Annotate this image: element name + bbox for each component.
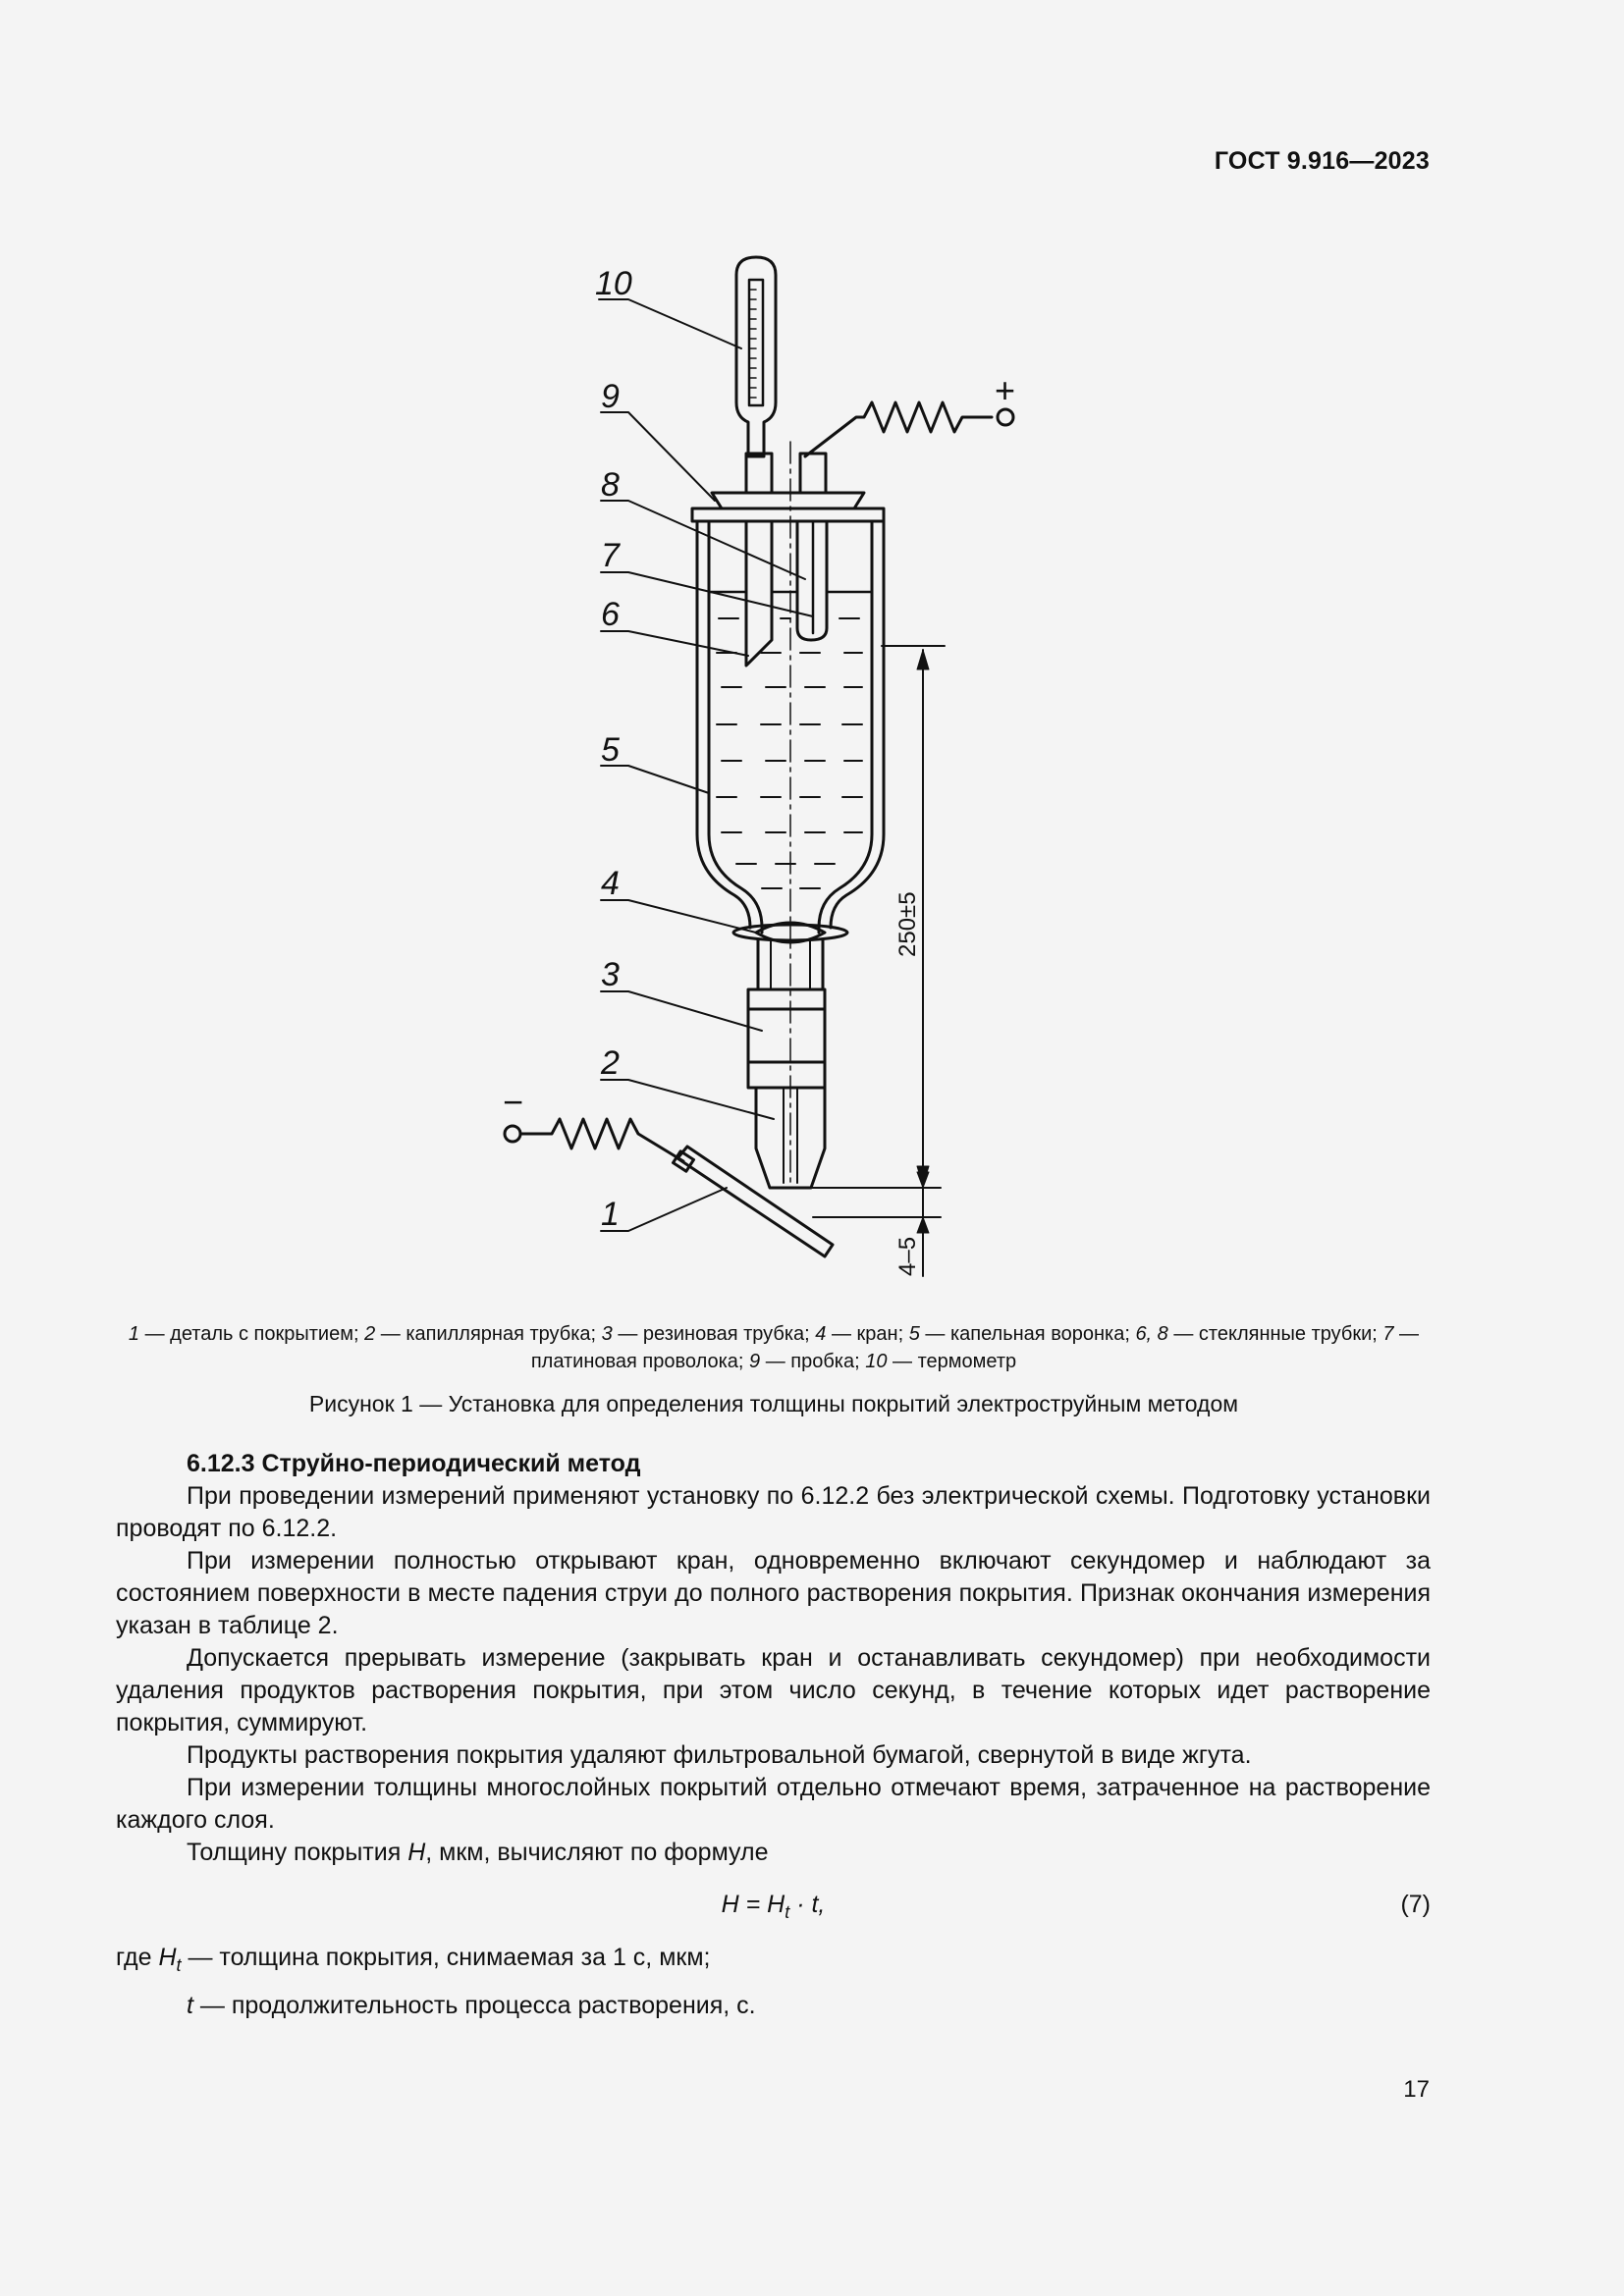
where-var: t — [187, 1992, 193, 2019]
page-number: 17 — [1403, 2076, 1430, 2103]
where-prefix: где — [116, 1944, 159, 1971]
legend-num: 4 — [815, 1323, 827, 1345]
callout-2: 2 — [601, 1044, 620, 1082]
legend-text: — капиллярная трубка; — [375, 1323, 602, 1345]
funnel-flange — [692, 508, 884, 521]
document-code: ГОСТ 9.916—2023 — [1214, 147, 1430, 175]
where-text: — продолжительность процесса растворения, с. — [192, 1992, 756, 2019]
callout-1: 1 — [601, 1196, 620, 1233]
negative-wire — [520, 1119, 683, 1161]
legend-num: 1 — [128, 1323, 140, 1345]
callout-8: 8 — [601, 466, 620, 504]
stopper — [712, 493, 864, 508]
glass-tube-8-top — [800, 454, 826, 493]
formula-intro-post: , мкм, вычисляют по формуле — [425, 1839, 769, 1866]
legend-text: — стеклянные трубки; — [1167, 1323, 1383, 1345]
callout-4: 4 — [601, 865, 620, 902]
legend-text: — деталь с покрытием; — [139, 1323, 365, 1345]
formula-line — [116, 1881, 1431, 1930]
dimension-250: 250±5 — [894, 891, 921, 957]
positive-terminal — [998, 409, 1013, 425]
glass-tube-6-top — [746, 454, 772, 493]
legend-num: 10 — [865, 1351, 888, 1372]
plus-sign: + — [995, 370, 1016, 410]
dimension-4-5: 4–5 — [894, 1236, 921, 1276]
glass-tube-6 — [746, 521, 772, 666]
where-line-ht — [116, 1942, 1431, 1982]
legend-text: — кран; — [826, 1323, 909, 1345]
callout-10: 10 — [595, 265, 632, 302]
callout-6: 6 — [601, 596, 620, 633]
paragraph: При измерении толщины многослойных покрытий отдельно отмечают время, затраченное на растворение каждого слоя. — [116, 1774, 1431, 1834]
coated-specimen — [677, 1147, 833, 1256]
legend-num: 6, 8 — [1135, 1323, 1168, 1345]
section-heading: 6.12.3 Струйно-периодический метод — [187, 1450, 641, 1477]
legend-num: 5 — [908, 1323, 920, 1345]
thermometer-scale — [749, 280, 763, 405]
callout-9: 9 — [601, 378, 620, 415]
legend-text: — платиновая проволока; — [530, 1323, 1420, 1372]
where-text: — толщина покрытия, снимаемая за 1 с, мкм; — [181, 1944, 711, 1971]
paragraph: Допускается прерывать измерение (закрывать кран и останавливать секундомер) при необходимости удаления продуктов растворения покрытия, при этом число секунд, в течение которых идет растворение покрытия, суммируют. — [116, 1644, 1431, 1736]
legend-num: 2 — [364, 1323, 376, 1345]
legend-num: 7 — [1382, 1323, 1394, 1345]
thermometer-bulb — [736, 257, 776, 456]
legend-num: 9 — [749, 1351, 761, 1372]
negative-terminal — [505, 1126, 520, 1142]
formula-number: (7) — [1400, 1891, 1431, 1918]
legend-text: — капельная воронка; — [919, 1323, 1136, 1345]
minus-sign: − — [503, 1082, 524, 1122]
formula — [116, 1889, 1431, 1929]
rubber-tube — [748, 989, 825, 1088]
where-var: H — [158, 1944, 177, 1971]
formula-sub: t — [785, 1902, 790, 1922]
positive-wire — [805, 402, 992, 456]
legend-text: — термометр — [887, 1351, 1017, 1372]
legend-num: 3 — [601, 1323, 613, 1345]
formula-intro-var: H — [407, 1839, 426, 1866]
paragraph: При проведении измерений применяют установку по 6.12.2 без электрической схемы. Подготовку установки проводят по 6.12.2. — [116, 1482, 1431, 1542]
formula-intro — [116, 1837, 1431, 1869]
formula-lhs: H = H — [721, 1891, 785, 1918]
callout-3: 3 — [601, 956, 620, 993]
formula-intro-pre: Толщину покрытия — [187, 1839, 408, 1866]
legend-text: — пробка; — [760, 1351, 866, 1372]
figure-caption: Рисунок 1 — Установка для определения толщины покрытий электроструйным методом — [308, 1391, 1239, 1416]
paragraph: Продукты растворения покрытия удаляют фильтровальной бумагой, свернутой в виде жгута. — [187, 1741, 1252, 1769]
figure-legend — [116, 1320, 1432, 1375]
legend-text: — резиновая трубка; — [612, 1323, 816, 1345]
where-sub: t — [176, 1955, 182, 1975]
where-line-t — [116, 1990, 1431, 2022]
callout-5: 5 — [601, 731, 620, 769]
formula-rhs: · t, — [789, 1891, 826, 1918]
section-body — [116, 1448, 1431, 2022]
callout-7: 7 — [601, 537, 620, 574]
paragraph: При измерении полностью открывают кран, одновременно включают секундомер и наблюдают за состоянием поверхности в месте падения струи до полного растворения покрытия. Признак окончания измерения указан в таблице 2. — [116, 1547, 1431, 1639]
